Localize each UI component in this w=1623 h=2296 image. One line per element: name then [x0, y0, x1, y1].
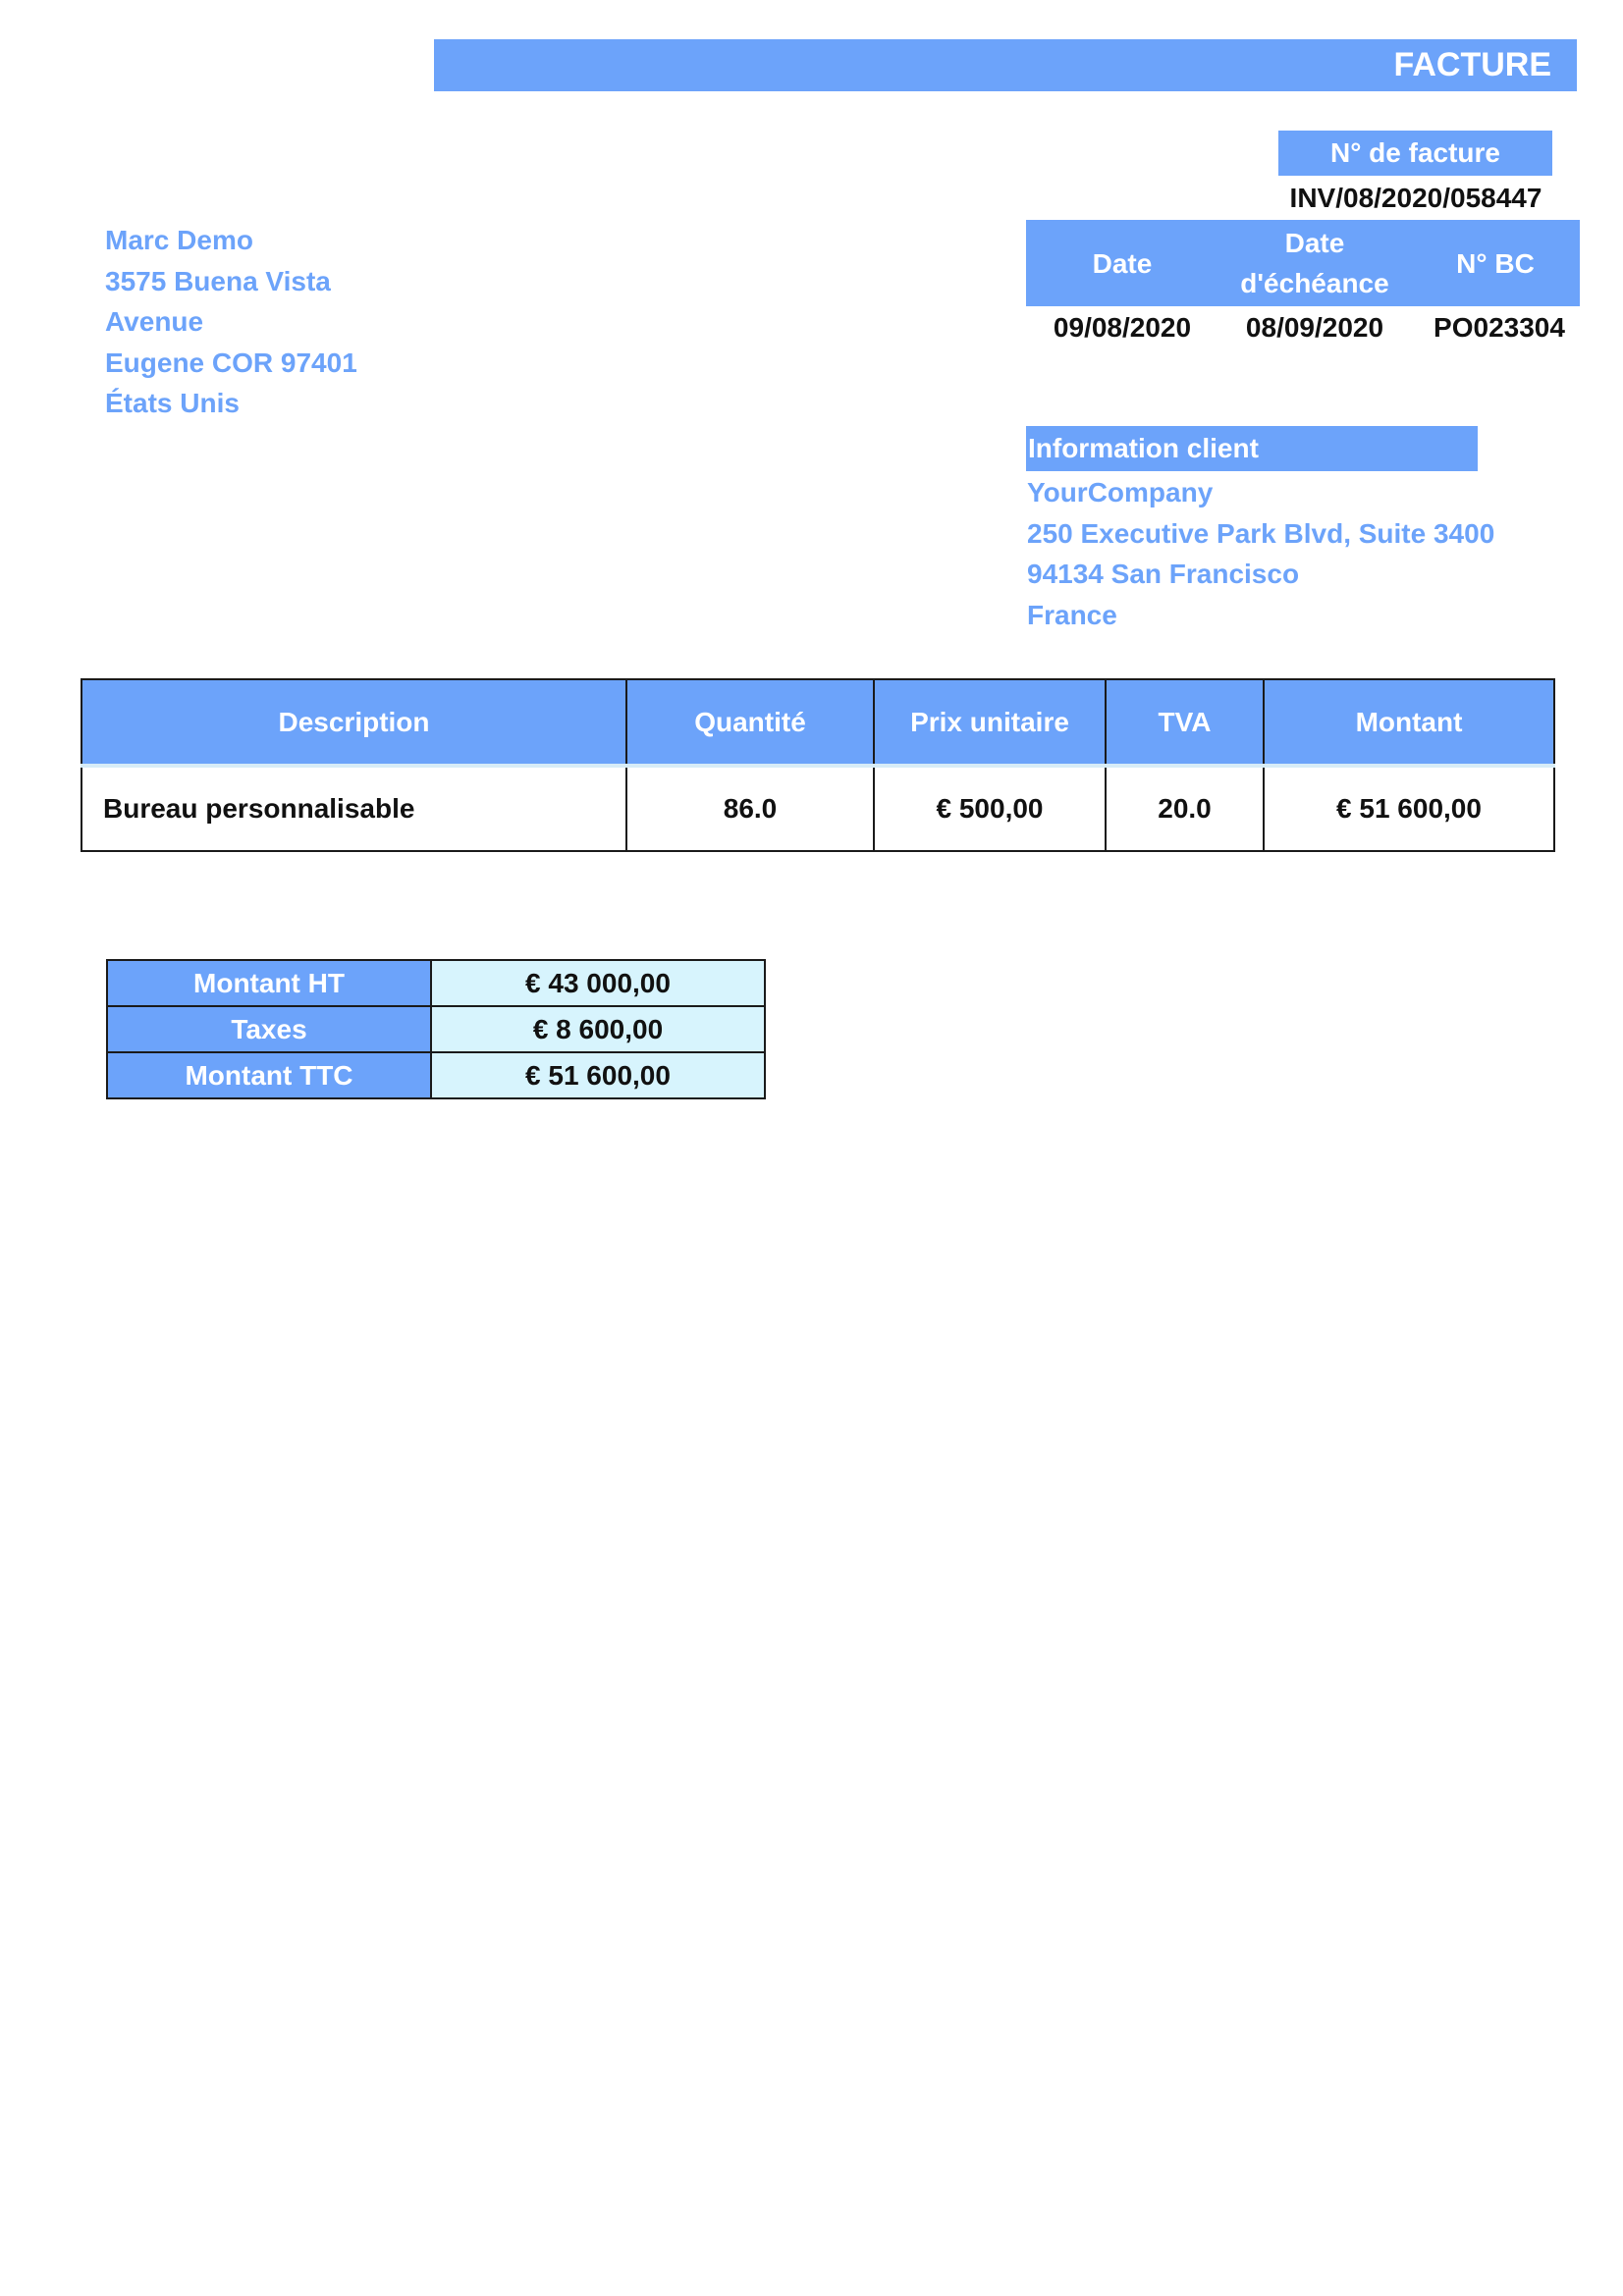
date-label: Date [1092, 247, 1153, 279]
sender-street: 3575 Buena Vista [105, 265, 331, 296]
totals-table [106, 959, 766, 1099]
client-city: 94134 San Francisco [1027, 559, 1300, 589]
subtotal-label: Montant HT [107, 960, 431, 1006]
totals-row-subtotal [107, 960, 765, 1006]
col-tax: TVA [1106, 679, 1264, 766]
due-date-label: Date d'échéance [1240, 228, 1389, 298]
invoice-number-label: N° de facture [1278, 131, 1552, 176]
col-unit-price: Prix unitaire [874, 679, 1106, 766]
sender-name: Marc Demo [105, 225, 253, 255]
total-label: Montant TTC [107, 1052, 431, 1098]
sender-country: États Unis [105, 388, 240, 418]
totals-row-total [107, 1052, 765, 1098]
sender-city: Eugene COR 97401 [105, 347, 357, 378]
items-header-row [81, 679, 1554, 766]
subtotal-value: € 43 000,00 [431, 960, 765, 1006]
taxes-label: Taxes [107, 1006, 431, 1052]
item-description: Bureau personnalisable [81, 766, 626, 851]
item-unit-price: € 500,00 [874, 766, 1106, 851]
sender-address [105, 220, 498, 424]
item-tax: 20.0 [1106, 766, 1264, 851]
dates-values [1026, 306, 1580, 349]
client-company: YourCompany [1027, 477, 1214, 507]
due-date-value: 08/09/2020 [1245, 312, 1384, 343]
table-row [81, 766, 1554, 851]
invoice-number-value: INV/08/2020/058447 [1289, 183, 1542, 213]
invoice-title: FACTURE [434, 39, 1577, 91]
client-info-header: Information client [1026, 426, 1478, 471]
col-description: Description [81, 679, 626, 766]
po-number-value: PO023304 [1434, 312, 1565, 343]
col-amount: Montant [1264, 679, 1554, 766]
taxes-value: € 8 600,00 [431, 1006, 765, 1052]
item-quantity: 86.0 [626, 766, 874, 851]
total-value: € 51 600,00 [431, 1052, 765, 1098]
items-table [81, 678, 1555, 852]
col-quantity: Quantité [626, 679, 874, 766]
item-amount: € 51 600,00 [1264, 766, 1554, 851]
date-value: 09/08/2020 [1053, 312, 1192, 343]
sender-street-2: Avenue [105, 306, 204, 337]
client-address [1027, 472, 1557, 635]
po-number-label: N° BC [1456, 247, 1535, 279]
client-street: 250 Executive Park Blvd, Suite 3400 [1027, 517, 1495, 549]
totals-row-taxes [107, 1006, 765, 1052]
dates-header [1026, 220, 1580, 306]
client-country: France [1027, 599, 1117, 630]
